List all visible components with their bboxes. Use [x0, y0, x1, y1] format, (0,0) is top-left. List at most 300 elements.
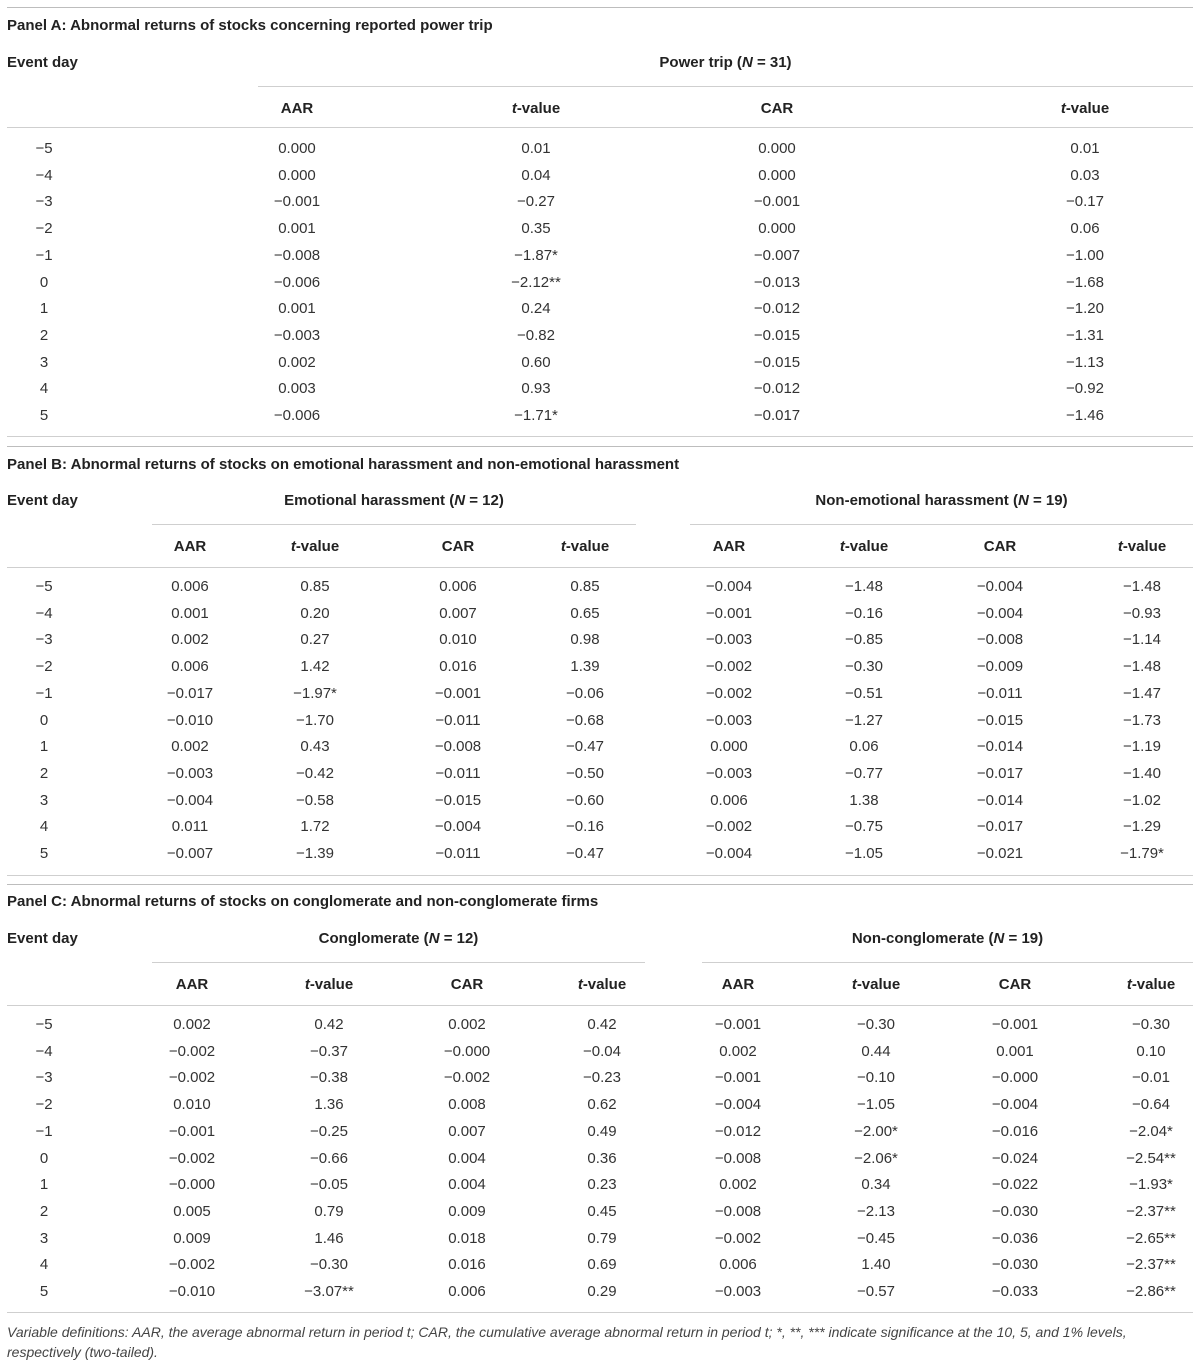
- table-cell: −1.31: [1066, 326, 1104, 344]
- table-cell: −0.75: [845, 818, 883, 836]
- event-day-cell: −5: [35, 578, 53, 595]
- table-cell: 0.42: [314, 1016, 344, 1033]
- table-cell: −0.66: [310, 1149, 348, 1167]
- table-cell: −0.003: [714, 1283, 762, 1300]
- table-cell: −1.20: [1066, 300, 1104, 318]
- table-footnote: Variable definitions: AAR, the average abnormal return in period t; CAR, the cumulative average abnormal return in period t; *, **, *** indicate significance at the 10, 5, and 1% levels, respectively (two-tailed).: [7, 1324, 1127, 1360]
- table-cell: −0.93: [1123, 604, 1161, 622]
- group-header: [702, 930, 1193, 947]
- event-day-cell: 3: [39, 1229, 49, 1247]
- table-cell: 0.01: [521, 140, 551, 157]
- event-day-cell: −4: [35, 166, 53, 184]
- table-cell: −1.14: [1123, 631, 1161, 649]
- group-header-n: N: [1017, 492, 1029, 509]
- table-cell: −0.25: [310, 1122, 348, 1140]
- table-cell: −0.004: [714, 1096, 762, 1114]
- table-cell: −1.87*: [514, 246, 558, 264]
- event-day-cell: −2: [35, 1096, 53, 1114]
- table-cell: −0.85: [845, 631, 883, 649]
- table-cell: −1.73: [1123, 711, 1161, 729]
- table-cell: −0.017: [753, 407, 801, 424]
- event-day-cell: 4: [39, 380, 49, 398]
- table-cell: 0.006: [710, 791, 748, 809]
- table-cell: −0.017: [976, 764, 1024, 782]
- event-day-cell: 1: [39, 300, 49, 318]
- table-cell: 0.45: [587, 1202, 617, 1220]
- table-cell: −0.016: [991, 1122, 1039, 1140]
- table-cell: −0.021: [976, 845, 1024, 862]
- group-header-count: = 31): [752, 54, 792, 71]
- table-cell: −2.65**: [1126, 1229, 1176, 1247]
- table-cell: 0.06: [849, 738, 879, 756]
- table-cell: −1.70: [296, 711, 334, 729]
- table-cell: −1.29: [1123, 818, 1161, 836]
- table-cell: −1.48: [1123, 578, 1161, 595]
- table-cell: 0.35: [521, 220, 551, 238]
- table-cell: −0.57: [857, 1283, 895, 1300]
- table-cell: −0.030: [991, 1202, 1039, 1220]
- table-cell: −1.79*: [1120, 845, 1164, 862]
- table-rule: [7, 884, 1193, 885]
- column-header: t-value: [839, 538, 889, 555]
- table-cell: 0.010: [173, 1096, 211, 1114]
- group-header: [258, 54, 1193, 71]
- table-cell: −0.002: [168, 1256, 216, 1274]
- table-cell: 0.006: [171, 658, 209, 676]
- table-cell: −0.77: [845, 764, 883, 782]
- table-cell: −1.46: [1066, 407, 1104, 424]
- table-cell: −1.48: [845, 578, 883, 595]
- table-cell: 0.04: [521, 166, 551, 184]
- table-cell: −1.40: [1123, 764, 1161, 782]
- event-day-cell: −2: [35, 658, 53, 676]
- table-cell: −0.012: [714, 1122, 762, 1140]
- table-cell: −0.27: [517, 193, 555, 211]
- table-cell: 0.03: [1070, 166, 1100, 184]
- table-cell: 0.006: [719, 1256, 757, 1274]
- event-day-header: Event day: [7, 54, 78, 71]
- event-day-cell: −4: [35, 604, 53, 622]
- table-cell: −0.001: [714, 1016, 762, 1033]
- event-day-cell: −1: [35, 246, 53, 264]
- table-cell: 0.23: [587, 1176, 617, 1194]
- table-cell: −0.002: [705, 818, 753, 836]
- table-cell: 0.34: [861, 1176, 891, 1194]
- column-header: t-value: [560, 538, 610, 555]
- table-cell: 0.004: [448, 1149, 486, 1167]
- table-cell: −0.002: [714, 1229, 762, 1247]
- column-header: CAR: [998, 976, 1032, 993]
- table-cell: −0.017: [166, 684, 214, 702]
- event-day-cell: 1: [39, 738, 49, 756]
- table-cell: 1.42: [300, 658, 330, 676]
- column-header: CAR: [760, 100, 794, 117]
- table-cell: −1.02: [1123, 791, 1161, 809]
- event-day-cell: −1: [35, 684, 53, 702]
- table-rule: [690, 524, 1193, 525]
- table-cell: 0.43: [300, 738, 330, 756]
- table-cell: −0.23: [583, 1069, 621, 1087]
- table-cell: −0.010: [166, 711, 214, 729]
- group-header-n: N: [993, 930, 1005, 947]
- table-rule: [7, 436, 1193, 437]
- table-cell: 0.002: [171, 738, 209, 756]
- event-day-cell: 5: [39, 845, 49, 862]
- table-cell: −1.05: [845, 845, 883, 862]
- table-cell: −0.001: [434, 684, 482, 702]
- table-cell: 0.000: [758, 220, 796, 238]
- table-cell: 0.85: [570, 578, 600, 595]
- table-cell: 1.46: [314, 1229, 344, 1247]
- table-cell: −0.01: [1132, 1069, 1170, 1087]
- table-cell: −2.37**: [1126, 1202, 1176, 1220]
- table-cell: 1.39: [570, 658, 600, 676]
- table-cell: −0.010: [168, 1283, 216, 1300]
- event-day-cell: −5: [35, 140, 53, 157]
- event-day-cell: 4: [39, 818, 49, 836]
- event-day-cell: 0: [39, 711, 49, 729]
- table-cell: −0.06: [566, 684, 604, 702]
- table-cell: −0.030: [991, 1256, 1039, 1274]
- table-rule: [702, 962, 1193, 963]
- table-cell: −0.001: [168, 1122, 216, 1140]
- event-day-cell: 4: [39, 1256, 49, 1274]
- group-header-label: Emotional harassment (: [284, 492, 455, 509]
- table-cell: 0.79: [587, 1229, 617, 1247]
- table-rule: [7, 567, 1193, 568]
- table-cell: −0.45: [857, 1229, 895, 1247]
- table-cell: −1.05: [857, 1096, 895, 1114]
- table-cell: −2.12**: [511, 273, 561, 291]
- table-cell: −2.86**: [1126, 1283, 1176, 1300]
- group-header: [690, 492, 1193, 509]
- table-cell: −0.04: [583, 1042, 621, 1060]
- panel-title: Panel A: Abnormal returns of stocks concerning reported power trip: [7, 17, 493, 34]
- table-cell: 0.85: [300, 578, 330, 595]
- table-cell: 0.36: [587, 1149, 617, 1167]
- group-header-label: Power trip (: [659, 54, 742, 71]
- event-day-cell: 5: [39, 1283, 49, 1300]
- table-cell: −0.68: [566, 711, 604, 729]
- column-header: t-value: [577, 976, 627, 993]
- event-day-cell: −4: [35, 1042, 53, 1060]
- column-header: CAR: [983, 538, 1017, 555]
- table-cell: 0.008: [448, 1096, 486, 1114]
- table-cell: −0.42: [296, 764, 334, 782]
- table-cell: −0.002: [168, 1042, 216, 1060]
- table-cell: 0.004: [448, 1176, 486, 1194]
- group-header-n: N: [454, 492, 466, 509]
- table-rule: [7, 446, 1193, 447]
- table-cell: 0.01: [1070, 140, 1100, 157]
- table-cell: −0.002: [168, 1069, 216, 1087]
- table-cell: −0.004: [166, 791, 214, 809]
- table-cell: −0.30: [857, 1016, 895, 1033]
- table-cell: −0.05: [310, 1176, 348, 1194]
- table-cell: −0.003: [705, 711, 753, 729]
- table-cell: 0.000: [278, 166, 316, 184]
- panel-title: Panel B: Abnormal returns of stocks on emotional harassment and non-emotional harassment: [7, 456, 680, 473]
- table-cell: −0.011: [977, 684, 1023, 702]
- table-cell: 0.011: [171, 818, 209, 836]
- event-day-header: Event day: [7, 930, 78, 947]
- column-header: t-value: [1126, 976, 1176, 993]
- event-day-cell: 3: [39, 791, 49, 809]
- column-header: t-value: [304, 976, 354, 993]
- column-header: CAR: [441, 538, 475, 555]
- table-cell: −0.000: [168, 1176, 216, 1194]
- table-cell: −0.024: [991, 1149, 1039, 1167]
- table-cell: −0.008: [273, 246, 321, 264]
- table-cell: −0.007: [166, 845, 214, 862]
- table-cell: 0.001: [278, 220, 316, 238]
- column-header: AAR: [712, 538, 746, 555]
- table-cell: −0.014: [976, 738, 1024, 756]
- table-cell: 0.27: [300, 631, 330, 649]
- table-cell: 0.79: [314, 1202, 344, 1220]
- group-header-label: Non-conglomerate (: [851, 930, 994, 947]
- group-header-count: = 19): [1004, 930, 1044, 947]
- group-header-count: = 12): [465, 492, 504, 509]
- table-cell: −0.82: [517, 326, 555, 344]
- table-cell: 0.007: [439, 604, 477, 622]
- table-cell: 1.40: [861, 1256, 891, 1274]
- table-cell: 0.001: [171, 604, 209, 622]
- table-cell: −0.012: [753, 380, 801, 398]
- group-header-count: = 12): [439, 930, 479, 947]
- table-cell: −0.008: [714, 1149, 762, 1167]
- table-cell: −0.003: [705, 764, 753, 782]
- table-cell: −0.001: [753, 193, 801, 211]
- group-header: [152, 492, 636, 509]
- column-header: t-value: [851, 976, 901, 993]
- table-cell: −0.002: [443, 1069, 491, 1087]
- table-cell: 0.44: [861, 1042, 891, 1060]
- table-cell: −0.50: [566, 764, 604, 782]
- table-cell: −1.39: [296, 845, 334, 862]
- table-cell: −0.92: [1066, 380, 1104, 398]
- table-cell: −0.47: [566, 845, 604, 862]
- table-cell: −0.002: [705, 658, 753, 676]
- table-cell: 0.29: [587, 1283, 617, 1300]
- table-cell: −0.004: [705, 845, 753, 862]
- table-cell: −0.002: [705, 684, 753, 702]
- table-cell: −0.022: [991, 1176, 1039, 1194]
- table-cell: −1.68: [1066, 273, 1104, 291]
- table-cell: −3.07**: [304, 1283, 354, 1300]
- event-day-cell: −1: [35, 1122, 53, 1140]
- table-cell: 0.003: [278, 380, 316, 398]
- column-header: AAR: [175, 976, 209, 993]
- table-cell: −0.004: [991, 1096, 1039, 1114]
- table-cell: 0.016: [439, 658, 477, 676]
- column-header: t-value: [1060, 100, 1110, 117]
- table-cell: 0.000: [278, 140, 316, 157]
- table-cell: −0.37: [310, 1042, 348, 1060]
- table-cell: 0.000: [758, 140, 796, 157]
- table-cell: 0.007: [448, 1122, 486, 1140]
- table-cell: −1.27: [845, 711, 883, 729]
- table-cell: −0.003: [705, 631, 753, 649]
- table-cell: −0.015: [753, 353, 801, 371]
- table-cell: −2.54**: [1126, 1149, 1176, 1167]
- table-cell: 0.009: [173, 1229, 211, 1247]
- table-cell: −0.003: [273, 326, 321, 344]
- table-cell: 0.42: [587, 1016, 617, 1033]
- table-cell: 0.10: [1136, 1042, 1166, 1060]
- table-cell: −0.002: [168, 1149, 216, 1167]
- table-cell: 0.24: [521, 300, 551, 318]
- group-header: [152, 930, 645, 947]
- event-day-cell: 5: [39, 407, 49, 424]
- table-rule: [152, 524, 636, 525]
- table-cell: 0.002: [278, 353, 316, 371]
- table-cell: −0.012: [753, 300, 801, 318]
- table-cell: −0.003: [166, 764, 214, 782]
- table-cell: −2.04*: [1129, 1122, 1173, 1140]
- table-rule: [7, 1312, 1193, 1313]
- group-header-label: Non-emotional harassment (: [815, 492, 1018, 509]
- table-cell: 0.000: [758, 166, 796, 184]
- table-cell: 0.002: [719, 1042, 757, 1060]
- table-cell: −0.008: [714, 1202, 762, 1220]
- table-cell: −0.60: [566, 791, 604, 809]
- table-cell: −1.48: [1123, 658, 1161, 676]
- table-cell: −0.10: [857, 1069, 895, 1087]
- group-header-n: N: [428, 930, 440, 947]
- table-cell: −0.17: [1066, 193, 1104, 211]
- table-cell: −1.47: [1123, 684, 1161, 702]
- table-cell: −0.16: [566, 818, 604, 836]
- table-cell: −0.015: [753, 326, 801, 344]
- table-cell: −0.16: [845, 604, 883, 622]
- group-header-count: = 19): [1028, 492, 1068, 509]
- table-cell: −0.011: [435, 764, 481, 782]
- table-rule: [7, 1005, 1193, 1006]
- table-cell: −0.009: [976, 658, 1024, 676]
- table-cell: 0.006: [439, 578, 477, 595]
- table-cell: −0.001: [714, 1069, 762, 1087]
- event-day-cell: 3: [39, 353, 49, 371]
- table-cell: 0.60: [521, 353, 551, 371]
- table-cell: −1.71*: [514, 407, 558, 424]
- table-cell: −1.97*: [293, 684, 337, 702]
- table-cell: −1.00: [1066, 246, 1104, 264]
- table-cell: −0.58: [296, 791, 334, 809]
- table-cell: −1.93*: [1129, 1176, 1173, 1194]
- table-cell: 0.002: [719, 1176, 757, 1194]
- table-cell: 0.20: [300, 604, 330, 622]
- event-day-header: Event day: [7, 492, 78, 509]
- table-cell: 0.49: [587, 1122, 617, 1140]
- table-cell: −0.30: [310, 1256, 348, 1274]
- table-cell: −0.036: [991, 1229, 1039, 1247]
- table-cell: −0.004: [705, 578, 753, 595]
- table-cell: −0.001: [273, 193, 321, 211]
- table-cell: −0.004: [976, 578, 1024, 595]
- table-cell: 0.002: [173, 1016, 211, 1033]
- table-cell: −0.64: [1132, 1096, 1170, 1114]
- table-cell: 0.001: [278, 300, 316, 318]
- table-cell: 1.72: [300, 818, 330, 836]
- event-day-cell: −3: [35, 193, 53, 211]
- table-cell: −0.38: [310, 1069, 348, 1087]
- event-day-cell: 2: [39, 1202, 49, 1220]
- table-cell: −0.000: [443, 1042, 491, 1060]
- table-cell: −0.007: [753, 246, 801, 264]
- event-day-cell: 2: [39, 764, 49, 782]
- table-cell: 0.006: [171, 578, 209, 595]
- table-cell: −0.004: [976, 604, 1024, 622]
- column-header: t-value: [1117, 538, 1167, 555]
- table-cell: −0.001: [705, 604, 753, 622]
- table-cell: −1.19: [1123, 738, 1161, 756]
- table-cell: 0.018: [448, 1229, 486, 1247]
- event-day-cell: 0: [39, 273, 49, 291]
- table-rule: [258, 86, 1193, 87]
- table-cell: −0.30: [1132, 1016, 1170, 1033]
- table-cell: 0.001: [996, 1042, 1034, 1060]
- table-cell: −0.004: [434, 818, 482, 836]
- group-header-label: Conglomerate (: [318, 930, 429, 947]
- table-cell: −0.006: [273, 273, 321, 291]
- table-cell: −0.30: [845, 658, 883, 676]
- table-cell: −0.000: [991, 1069, 1039, 1087]
- table-cell: 0.65: [570, 604, 600, 622]
- table-cell: −0.015: [976, 711, 1024, 729]
- event-day-cell: −5: [35, 1016, 53, 1033]
- table-cell: −0.008: [976, 631, 1024, 649]
- table-cell: −0.014: [976, 791, 1024, 809]
- table-rule: [7, 7, 1193, 8]
- table-cell: −2.06*: [854, 1149, 898, 1167]
- table-cell: 0.93: [521, 380, 551, 398]
- table-cell: 0.06: [1070, 220, 1100, 238]
- column-header: CAR: [450, 976, 484, 993]
- table-cell: −0.006: [273, 407, 321, 424]
- table-cell: 0.016: [448, 1256, 486, 1274]
- table-cell: 0.006: [448, 1283, 486, 1300]
- column-header: AAR: [721, 976, 755, 993]
- table-cell: −0.47: [566, 738, 604, 756]
- table-cell: −0.013: [753, 273, 801, 291]
- event-day-cell: −3: [35, 1069, 53, 1087]
- table-rule: [7, 875, 1193, 876]
- table-cell: 0.002: [448, 1016, 486, 1033]
- table-cell: 1.36: [314, 1096, 344, 1114]
- event-day-cell: 0: [39, 1149, 49, 1167]
- table-cell: 0.98: [570, 631, 600, 649]
- table-rule: [152, 962, 645, 963]
- panel-title: Panel C: Abnormal returns of stocks on conglomerate and non-conglomerate firms: [7, 893, 599, 910]
- table-cell: −2.37**: [1126, 1256, 1176, 1274]
- table-cell: −0.033: [991, 1283, 1039, 1300]
- group-header-n: N: [741, 54, 753, 71]
- event-day-cell: −2: [35, 220, 53, 238]
- event-day-cell: −3: [35, 631, 53, 649]
- column-header: t-value: [511, 100, 561, 117]
- table-cell: 0.005: [173, 1202, 211, 1220]
- table-cell: 1.38: [849, 791, 879, 809]
- table-rule: [7, 127, 1193, 128]
- table-cell: −2.00*: [854, 1122, 898, 1140]
- table-cell: −0.015: [434, 791, 482, 809]
- table-cell: −1.13: [1066, 353, 1104, 371]
- table-cell: −2.13: [857, 1202, 895, 1220]
- table-cell: −0.011: [435, 711, 481, 729]
- column-header: AAR: [173, 538, 207, 555]
- table-cell: 0.002: [171, 631, 209, 649]
